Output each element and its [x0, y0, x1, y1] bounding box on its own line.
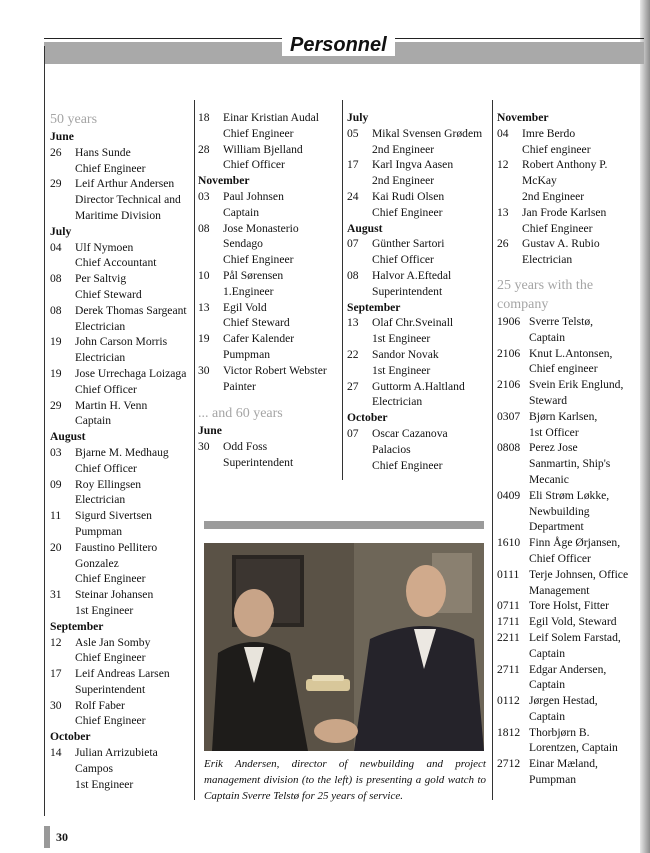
birth-day: 14: [50, 746, 62, 760]
list-item: [50, 635, 190, 667]
person-name: Tore Holst, Fitter: [529, 599, 610, 613]
person-name: Halvor A.Eftedal: [372, 268, 452, 282]
person-name: Victor Robert Webster: [223, 363, 327, 377]
list-item: [347, 236, 490, 268]
service-date: 0112: [497, 694, 520, 708]
person-title: 2nd Engineer: [372, 174, 435, 188]
person-name: Sverre Telstø,: [529, 314, 594, 328]
person-name: Jan Frode Karlsen: [522, 205, 607, 219]
birth-day: 29: [50, 177, 62, 191]
month-heading: July: [347, 111, 369, 124]
person-title: Electrician: [75, 319, 126, 333]
person-title: Newbuilding: [529, 504, 590, 518]
birth-day: 26: [50, 145, 62, 159]
birth-day: 12: [497, 158, 509, 172]
person-name: Thorbjørn B.: [529, 725, 590, 739]
person-title: Chief Officer: [529, 551, 591, 565]
list-item: [50, 334, 190, 366]
service-date: 1906: [497, 314, 521, 328]
person-title: 1.Engineer: [223, 284, 274, 298]
month-heading: September: [50, 619, 104, 633]
service-date: 0711: [497, 599, 520, 613]
person-name: Terje Johnsen, Office: [529, 567, 629, 581]
person-title: 1st Officer: [529, 425, 579, 439]
column-rule: [492, 100, 493, 800]
month-heading: October: [347, 411, 388, 425]
person-name: Derek Thomas Sargeant: [75, 303, 187, 317]
birth-day: 10: [198, 268, 210, 282]
birth-day: 20: [50, 540, 62, 554]
list-item: [497, 567, 645, 599]
photo-caption: Erik Andersen, director of newbuilding and project management division (to the left) is presenting a gold watch to Captain Sverre Telstø for 25 years of service.: [204, 758, 486, 802]
person-name: Rolf Faber: [75, 698, 125, 712]
list-item: [497, 756, 645, 788]
person-title: Chief Engineer: [522, 221, 593, 235]
list-item: [497, 662, 645, 694]
birth-day: 12: [50, 635, 62, 649]
person-title: Chief Steward: [223, 316, 290, 330]
person-title: Chief Engineer: [372, 458, 443, 472]
birth-day: 11: [50, 509, 62, 523]
person-title: Captain: [529, 709, 566, 723]
person-title: Management: [529, 583, 590, 597]
list-item: [347, 268, 490, 300]
service-date: 1711: [497, 615, 520, 629]
birth-day: 26: [497, 237, 509, 251]
list-item: [50, 477, 190, 509]
person-title: Steward: [529, 393, 567, 407]
list-item: [198, 363, 340, 395]
person-name: Cafer Kalender: [223, 332, 295, 346]
person-title: Director Technical and: [75, 193, 181, 207]
person-title: Captain: [223, 205, 260, 219]
month-heading: August: [50, 430, 86, 444]
list-item: [497, 409, 645, 441]
month-heading: October: [50, 730, 91, 744]
person-title: Sendago: [223, 237, 263, 251]
section-heading: 50 years: [50, 112, 98, 127]
birth-day: 03: [198, 189, 210, 203]
service-date: 2711: [497, 662, 520, 676]
list-item: [497, 725, 645, 757]
person-title: Electrician: [75, 493, 126, 507]
birth-day: 18: [198, 111, 210, 124]
person-name: Edgar Andersen,: [529, 662, 607, 676]
birth-day: 29: [50, 398, 62, 412]
person-title: Superintendent: [75, 682, 146, 696]
person-title: Gonzalez: [75, 556, 119, 570]
person-name: Faustino Pellitero: [75, 540, 158, 554]
person-title: Captain: [529, 646, 566, 660]
person-title: Superintendent: [372, 284, 443, 298]
person-name: Roy Ellingsen: [75, 477, 142, 491]
service-date: 0111: [497, 567, 520, 581]
list-item: [50, 145, 190, 177]
month-heading: November: [198, 174, 250, 188]
person-name: Hans Sunde: [75, 145, 131, 159]
birth-day: 09: [50, 477, 62, 491]
person-name: Jørgen Hestad,: [529, 694, 598, 708]
person-name: Einar Mæland,: [529, 757, 598, 771]
service-date: 2106: [497, 346, 521, 360]
list-item: [497, 693, 645, 725]
person-title: Department: [529, 520, 584, 534]
person-title: Chief Officer: [75, 382, 137, 396]
person-title: Chief Engineer: [75, 572, 146, 586]
service-date: 2211: [497, 630, 520, 644]
list-item: [497, 236, 645, 268]
list-item: [50, 303, 190, 335]
birth-day: 08: [50, 272, 62, 286]
person-title: Maritime Division: [75, 208, 161, 222]
person-title: Captain: [529, 330, 566, 344]
service-date: 0808: [497, 441, 521, 455]
birth-day: 08: [347, 268, 359, 282]
person-title: Chief Officer: [372, 253, 434, 267]
birth-day: 19: [50, 335, 62, 349]
list-item: [347, 157, 490, 189]
person-name: Martin H. Venn: [75, 398, 148, 412]
list-item: [497, 205, 645, 237]
person-name: Günther Sartori: [372, 237, 445, 251]
month-heading: June: [50, 130, 74, 143]
list-item: [198, 142, 340, 174]
person-title: McKay: [522, 174, 557, 188]
list-item: [198, 268, 340, 300]
person-title: Chief Engineer: [75, 161, 146, 175]
list-item: [50, 666, 190, 698]
service-date: 2712: [497, 757, 521, 771]
list-item: [347, 426, 490, 473]
service-date: 0409: [497, 488, 521, 502]
person-title: Pumpman: [529, 773, 577, 787]
column-50-years: [50, 110, 190, 792]
list-item: [198, 221, 340, 268]
person-name: Mikal Svensen Grødem: [372, 126, 483, 140]
list-item: [347, 347, 490, 379]
person-name: Knut L.Antonsen,: [529, 346, 613, 360]
service-date: 0307: [497, 409, 521, 423]
person-title: 2nd Engineer: [522, 189, 585, 203]
person-name: Ulf Nymoen: [75, 240, 134, 254]
person-title: Chief Steward: [75, 287, 142, 301]
person-name: Bjarne M. Medhaug: [75, 445, 169, 459]
birth-day: 27: [347, 379, 359, 393]
list-item: [347, 379, 490, 411]
person-title: Chief engineer: [529, 362, 598, 376]
birth-day: 17: [50, 667, 62, 681]
person-title: Pumpman: [223, 347, 271, 361]
list-item: [497, 346, 645, 378]
person-title: Chief Engineer: [75, 714, 146, 728]
page-number: 30: [56, 830, 68, 844]
person-name: Eli Strøm Løkke,: [529, 488, 610, 502]
list-item: [198, 439, 340, 471]
person-name: Robert Anthony P.: [522, 158, 608, 172]
month-heading: July: [50, 224, 72, 238]
person-name: Guttorm A.Haltland: [372, 379, 465, 393]
person-name: Bjørn Karlsen,: [529, 409, 598, 423]
section-heading: ... and 60 years: [198, 406, 283, 422]
column-25-years: [497, 110, 645, 788]
person-title: 1st Engineer: [75, 603, 134, 617]
person-name: Oscar Cazanova: [372, 426, 448, 440]
birth-day: 03: [50, 445, 62, 459]
month-heading: November: [497, 111, 549, 124]
list-item: [347, 126, 490, 158]
list-item: [497, 377, 645, 409]
birth-day: 13: [497, 205, 509, 219]
column-rule: [194, 100, 195, 800]
birth-day: 22: [347, 347, 359, 361]
person-name: Karl Ingva Aasen: [372, 158, 454, 172]
person-name: Per Saltvig: [75, 272, 127, 286]
person-title: Chief Officer: [75, 461, 137, 475]
service-date: 2106: [497, 378, 521, 392]
list-item: [198, 300, 340, 332]
list-item: [198, 189, 340, 221]
column-50-years-cont2: [347, 110, 490, 473]
list-item: [50, 176, 190, 223]
person-title: Mecanic: [529, 472, 569, 486]
person-name: Leif Arthur Andersen: [75, 177, 175, 191]
person-name: Einar Kristian Audal: [223, 111, 319, 124]
list-item: [50, 445, 190, 477]
person-title: Chief Accountant: [75, 256, 157, 270]
birth-day: 30: [198, 363, 210, 377]
list-item: [50, 271, 190, 303]
list-item: [50, 240, 190, 272]
birth-day: 07: [347, 426, 359, 440]
person-name: Egil Vold, Steward: [529, 615, 617, 629]
birth-day: 24: [347, 189, 359, 203]
birth-day: 07: [347, 237, 359, 251]
person-name: Jose Urrechaga Loizaga: [75, 366, 187, 380]
person-name: Leif Solem Farstad,: [529, 630, 621, 644]
person-title: Palacios: [372, 442, 411, 456]
person-title: Campos: [75, 761, 114, 775]
person-name: Svein Erik Englund,: [529, 378, 624, 392]
list-item: [497, 314, 645, 346]
birth-day: 28: [198, 142, 210, 156]
list-item: [50, 745, 190, 792]
person-title: Superintendent: [223, 455, 294, 469]
list-item: [497, 488, 645, 535]
column-50-years-cont: [198, 110, 340, 471]
person-name: Paul Johnsen: [223, 189, 284, 203]
birth-day: 19: [50, 366, 62, 380]
person-name: Steinar Johansen: [75, 588, 154, 602]
person-title: Painter: [223, 379, 256, 393]
list-item: [50, 398, 190, 430]
person-title: Chief Officer: [223, 158, 285, 172]
list-item: [50, 587, 190, 619]
list-item: [50, 508, 190, 540]
person-name: Pål Sørensen: [223, 268, 284, 282]
birth-day: 13: [198, 300, 210, 314]
person-title: 2nd Engineer: [372, 142, 435, 156]
list-item: [497, 126, 645, 158]
person-title: Chief Engineer: [223, 126, 294, 140]
person-title: Lorentzen, Captain: [529, 741, 618, 755]
list-item: [50, 698, 190, 730]
list-item: [497, 440, 645, 487]
folio-bar: [44, 826, 50, 848]
person-name: Leif Andreas Larsen: [75, 667, 170, 681]
birth-day: 08: [198, 221, 210, 235]
birth-day: 13: [347, 316, 359, 330]
person-name: Finn Åge Ørjansen,: [529, 536, 621, 550]
birth-day: 04: [497, 126, 509, 140]
list-item: [497, 598, 645, 614]
list-item: [50, 540, 190, 587]
person-name: William Bjelland: [223, 142, 303, 156]
list-item: [497, 157, 645, 204]
list-item: [50, 366, 190, 398]
list-item: [497, 535, 645, 567]
birth-day: 08: [50, 303, 62, 317]
person-name: Odd Foss: [223, 440, 268, 454]
person-name: Asle Jan Somby: [75, 635, 151, 649]
list-item: [198, 110, 340, 142]
person-title: 1st Engineer: [75, 777, 134, 791]
column-rule: [342, 100, 343, 480]
list-item: [347, 315, 490, 347]
person-title: Chief Engineer: [372, 205, 443, 219]
person-title: 1st Engineer: [372, 363, 431, 377]
person-name: Julian Arrizubieta: [75, 746, 158, 760]
person-name: Jose Monasterio: [223, 221, 299, 235]
person-title: Electrician: [372, 395, 423, 409]
person-name: Kai Rudi Olsen: [372, 189, 445, 203]
list-item: [347, 189, 490, 221]
person-name: Olaf Chr.Sveinall: [372, 316, 454, 330]
person-title: Pumpman: [75, 524, 123, 538]
person-title: Captain: [75, 414, 112, 428]
person-name: Egil Vold: [223, 300, 267, 314]
person-title: Electrician: [75, 351, 126, 365]
birth-day: 30: [198, 440, 210, 454]
birth-day: 17: [347, 158, 359, 172]
photo-bar: [204, 521, 484, 529]
list-item: [497, 614, 645, 630]
photo: [204, 543, 484, 751]
person-name: Perez Jose: [529, 441, 578, 455]
list-item: [198, 331, 340, 363]
month-heading: September: [347, 300, 401, 314]
person-title: Chief Engineer: [223, 253, 294, 267]
birth-day: 04: [50, 240, 62, 254]
person-title: Chief engineer: [522, 142, 591, 156]
person-title: Chief Engineer: [75, 651, 146, 665]
service-date: 1610: [497, 536, 521, 550]
month-heading: August: [347, 221, 383, 235]
person-title: 1st Engineer: [372, 332, 431, 346]
person-title: Sanmartin, Ship's: [529, 457, 611, 471]
person-name: Imre Berdo: [522, 126, 576, 140]
month-heading: June: [198, 424, 222, 438]
birth-day: 05: [347, 126, 359, 140]
person-title: Electrician: [522, 253, 573, 267]
person-name: Sandor Novak: [372, 347, 439, 361]
section-heading: 25 years with the company: [497, 277, 594, 312]
list-item: [497, 630, 645, 662]
birth-day: 31: [50, 588, 62, 602]
person-title: Captain: [529, 678, 566, 692]
column-rule: [44, 46, 45, 816]
birth-day: 30: [50, 698, 62, 712]
page-title: Personnel: [282, 34, 395, 56]
person-name: Gustav A. Rubio: [522, 237, 600, 251]
person-name: John Carson Morris: [75, 335, 168, 349]
service-date: 1812: [497, 725, 521, 739]
person-name: Sigurd Sivertsen: [75, 509, 152, 523]
birth-day: 19: [198, 332, 210, 346]
